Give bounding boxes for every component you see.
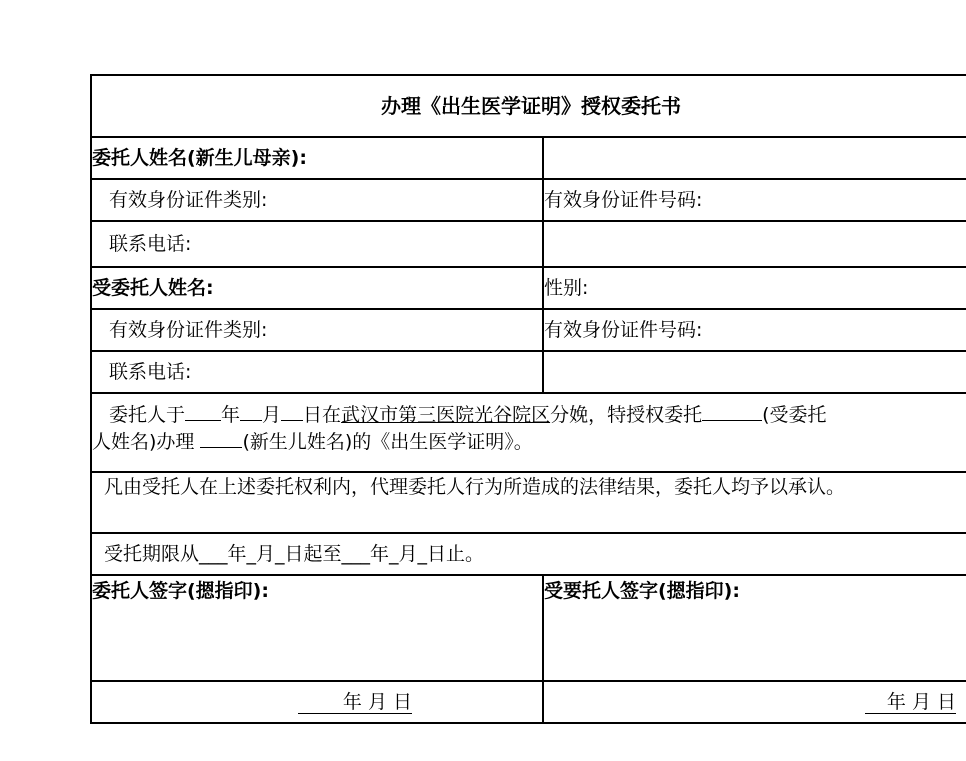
principal-date-cell: [92, 682, 544, 722]
agent-gender-label: 性别:: [544, 277, 589, 299]
statement-p1-d: 人姓名)办理: [92, 431, 195, 453]
agent-date-cell: [544, 682, 966, 722]
date-row: [92, 682, 966, 724]
principal-phone-field[interactable]: [544, 222, 966, 266]
principal-signature-label: 委托人签字(摁指印):: [92, 576, 544, 680]
form-title: 办理《出生医学证明》授权委托书: [381, 94, 681, 118]
principal-id-number-label: 有效身份证件号码:: [544, 189, 703, 211]
hospital-name: 武汉市第三医院光谷院区: [341, 404, 551, 426]
agent-date: 年 月 日: [865, 691, 956, 714]
principal-phone-row: [92, 222, 966, 268]
statement-month: 月: [262, 404, 282, 426]
statement-text: [92, 394, 966, 471]
statement-p1-c: (受委托: [762, 404, 827, 426]
agent-id-number-label: 有效身份证件号码:: [544, 319, 703, 341]
liability-row: [92, 473, 966, 534]
agent-phone-row: [92, 352, 966, 394]
agent-phone-label: 联系电话:: [92, 352, 544, 392]
statement-p1-a: 委托人于: [109, 404, 186, 426]
agent-signature-label: 受要托人签字(摁指印):: [544, 580, 740, 602]
term-row: [92, 534, 966, 576]
statement-day: 日在: [303, 404, 342, 426]
agent-phone-field[interactable]: [544, 352, 966, 392]
statement-p1-b: 分娩，特授权委托: [550, 404, 703, 426]
authorization-form: [90, 74, 966, 724]
term-text: 受托期限从___年_月_日起至___年_月_日止。: [104, 543, 485, 565]
title-row: [92, 76, 966, 138]
statement-p1-e: (新生儿姓名)的《出生医学证明》。: [242, 431, 533, 453]
statement-row: [92, 394, 966, 473]
agent-id-type-label: 有效身份证件类别:: [92, 310, 544, 350]
principal-name-label: 委托人姓名(新生儿母亲):: [92, 138, 544, 178]
principal-phone-label: 联系电话:: [92, 222, 544, 266]
principal-id-type-label: 有效身份证件类别:: [92, 180, 544, 220]
agent-name-label: 受委托人姓名:: [92, 268, 544, 308]
liability-text: 凡由受托人在上述委托权利内，代理委托人行为所造成的法律结果，委托人均予以承认。: [104, 476, 846, 498]
principal-id-row: [92, 180, 966, 222]
signature-row: [92, 576, 966, 682]
statement-year: 年: [221, 404, 241, 426]
agent-id-row: [92, 310, 966, 352]
principal-name-row: [92, 138, 966, 180]
agent-name-row: [92, 268, 966, 310]
principal-date: 年 月 日: [298, 691, 412, 714]
principal-name-field[interactable]: [544, 138, 966, 178]
